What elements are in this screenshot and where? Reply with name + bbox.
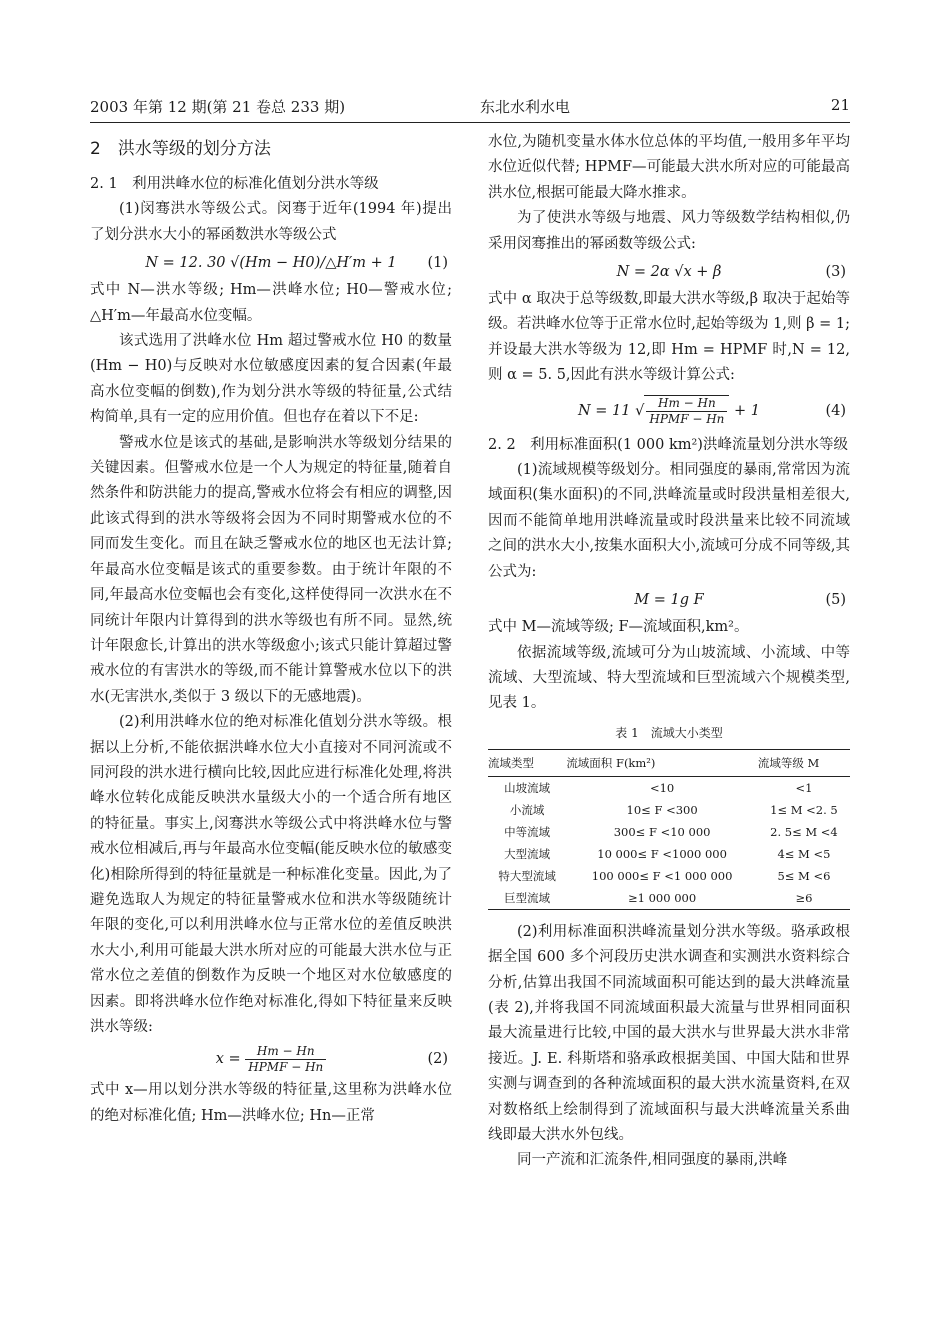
equation-2-fraction — [245, 1044, 326, 1075]
table-cell: 巨型流域 — [488, 887, 566, 910]
subsection-2-2-title: 2. 2 利用标准面积(1 000 km²)洪峰流量划分洪水等级 — [488, 436, 848, 453]
table-cell: 5≤ M <6 — [777, 868, 831, 883]
sqrt-symbol: √ — [635, 402, 645, 419]
paragraph: 式中 N—洪水等级; Hm—洪峰水位; H0—警戒水位; △H′m—年最高水位变幅。 — [90, 282, 452, 324]
paragraph: (2)利用洪峰水位的绝对标准化值划分洪水等级。根据以上分析,不能依据洪峰水位大小直接对不同河流或不同河段的洪水进行横向比较,因此应进行标准化处理,将洪峰水位转化成能反映洪水量级大小的一个适合所有地区的特征量。事实上,闵骞洪水等级公式中将洪峰水位与警戒水位相减后,再与年最高水位变幅(能反映水位的敏感变化)相除所得到的特征量就是一种标准化变量。因此,为了避免选取人为规定的特征量警戒水位和洪水等级随统计年限的变化,可以利用洪峰水位与正常水位的差值反映洪水大小,利用可能最大洪水所对应的可能最大洪水位与正常水位之差值的倒数作为反映一个地区对水位敏感度的因素。即将洪峰水位作绝对标准化,得如下特征量来反映洪水等级: — [90, 714, 452, 1035]
table-caption: 表 1 流域大小类型 — [615, 725, 723, 740]
paragraph: 同一产流和汇流条件,相同强度的暴雨,洪峰 — [517, 1152, 788, 1169]
equation-1 — [90, 250, 452, 276]
table-cell: 300≤ F <10 000 — [613, 824, 711, 839]
equation-5-number: (5) — [825, 592, 846, 609]
paragraph: (1)闵骞洪水等级公式。闵骞于近年(1994 年)提出了划分洪水大小的幂函数洪水等级公式 — [90, 201, 452, 243]
paragraph: 依据流域等级,流域可分为山坡流域、小流域、中等流域、大型流域、特大型流域和巨型流域六个规模类型,见表 1。 — [488, 644, 850, 712]
table-cell: <1 — [795, 780, 813, 795]
table-header-row — [488, 749, 850, 776]
paragraph: 式中 M—流域等级; F—流域面积,km²。 — [488, 619, 749, 636]
equation-1-body: N = 12. 30 √(Hm − H0)/△H′m + 1 — [145, 255, 397, 272]
journal-issue: 2003 年第 12 期(第 21 卷总 233 期) — [90, 98, 346, 116]
table-cell: 4≤ M <5 — [777, 846, 831, 861]
table-row — [488, 776, 850, 799]
equation-5-body: M = 1g F — [634, 592, 704, 609]
paragraph: 警戒水位是该式的基础,是影响洪水等级划分结果的关键因素。但警戒水位是一个人为规定的特征量,随着自然条件和防洪能力的提高,警戒水位将会有相应的调整,因此该式得到的洪水等级将会因为不同时期警戒水位的不同而发生变化。而且在缺乏警戒水位的地区也无法计算;年最高水位变幅是该式的重要参数。由于统计年限的不同,年最高水位变幅也会有变化,这样使得同一次洪水在不同统计年限内计算得到的洪水等级也有所不同。显然,统计年限愈长,计算出的洪水等级愈小;该式只能计算超过警戒水位的有害洪水的等级,而不能计算警戒水位以下的洪水(无害洪水,类似于 3 级以下的无感地震)。 — [90, 434, 452, 705]
right-column — [488, 130, 850, 1174]
equation-3 — [488, 259, 850, 285]
equation-3-body: N = 2α √x + β — [616, 264, 722, 281]
paragraph: 式中 α 取决于总等级数,即最大洪水等级,β 取决于起始等级。若洪峰水位等于正常水位时,起始等级为 1,则 β = 1;并设最大洪水等级为 12,即 Hm = HPMF 时,N = 12,则 α = 5. 5,因此有洪水等级计算公式: — [488, 291, 850, 384]
table-cell: 1≤ M <2. 5 — [770, 802, 838, 817]
table-cell: 100 000≤ F <1 000 000 — [591, 868, 733, 883]
equation-1-number: (1) — [427, 255, 448, 272]
page-number: 21 — [830, 96, 850, 114]
header-rule — [90, 122, 850, 123]
equation-4-denominator: HPMF − Hn — [649, 411, 725, 426]
table-header-cell: 流域面积 F(km²) — [566, 749, 758, 776]
table-row — [488, 865, 850, 887]
table-cell: <10 — [649, 780, 675, 795]
table-cell: 10≤ F <300 — [626, 802, 698, 817]
table-row — [488, 887, 850, 910]
equation-4-lhs: N = 11 — [578, 402, 631, 419]
table-cell: 中等流域 — [504, 824, 551, 839]
table-row — [488, 821, 850, 843]
subsection-2-1-title: 2. 1 利用洪峰水位的标准化值划分洪水等级 — [90, 176, 379, 192]
left-column — [90, 130, 452, 1129]
equation-3-number: (3) — [825, 264, 846, 281]
basin-size-table — [488, 749, 850, 910]
equation-4-fraction — [644, 395, 729, 427]
equation-4 — [488, 391, 850, 431]
equation-2-denominator: HPMF − Hn — [248, 1059, 324, 1074]
table-row — [488, 843, 850, 865]
table-header-cell: 流域等级 M — [758, 749, 850, 776]
table-cell: ≥1 000 000 — [566, 887, 758, 910]
equation-4-numerator: Hm − Hn — [646, 396, 727, 412]
table-cell: 山坡流域 — [504, 780, 551, 795]
paragraph: 式中 x—用以划分洪水等级的特征量,这里称为洪峰水位的绝对标准化值; Hm—洪峰水位; Hn—正常 — [90, 1082, 452, 1124]
page-header — [90, 96, 850, 122]
table-cell: 小流域 — [509, 802, 545, 817]
table-cell: 2. 5≤ M <4 — [770, 824, 838, 839]
section-title: 2 洪水等级的划分方法 — [90, 139, 271, 159]
table-header-cell: 流域类型 — [488, 749, 566, 776]
paragraph: 水位,为随机变量水体水位总体的平均值,一般用多年平均水位近似代替; HPMF—可能最大洪水所对应的可能最高洪水位,根据可能最大降水推求。 — [488, 134, 850, 201]
table-cell: 10 000≤ F <1000 000 — [597, 846, 727, 861]
paragraph: 为了使洪水等级与地震、风力等级数学结构相似,仍采用闵骞推出的幂函数等级公式: — [488, 210, 850, 252]
paragraph: (1)流域规模等级划分。相同强度的暴雨,常常因为流域面积(集水面积)的不同,洪峰流量或时段洪量相差很大,因而不能简单地用洪峰流量或时段洪量来比较不同流域之间的洪水大小,按集水面积大小,流域可分成不同等级,其公式为: — [488, 462, 850, 580]
paragraph: (2)利用标准面积洪峰流量划分洪水等级。骆承政根据全国 600 多个河段历史洪水调查和实测洪水资料综合分析,估算出我国不同流域面积可能达到的最大洪峰流量(表 2),并将我国不同流域面积最大流量与世界相同面积最大流量进行比较,中国的最大洪水与世界最大洪水非常接近。J. E. 科斯塔和骆承政根据美国、中国大陆和世界实测与调查到的各种流域面积的最大洪水流量资料,在双对数格纸上绘制得到了流域面积与最大洪峰流量关系曲线即最大洪水外包线。 — [488, 923, 850, 1143]
equation-2-lhs: x = — [215, 1051, 241, 1068]
table-cell: ≥6 — [758, 887, 850, 910]
table-row — [488, 799, 850, 821]
equation-5 — [488, 587, 850, 613]
table-cell: 大型流域 — [504, 846, 551, 861]
equation-2-number: (2) — [427, 1051, 448, 1068]
equation-4-rhs: + 1 — [734, 402, 760, 419]
paragraph: 该式选用了洪峰水位 Hm 超过警戒水位 H0 的数量(Hm − H0)与反映对水位敏感度因素的复合因素(年最高水位变幅的倒数),作为划分洪水等级的特征量,公式结构简单,具有一定的应用价值。但也存在着以下不足: — [90, 333, 452, 426]
equation-4-number: (4) — [825, 402, 846, 419]
journal-title: 东北水利水电 — [480, 98, 571, 116]
equation-2 — [90, 1042, 452, 1076]
table-cell: 特大型流域 — [498, 868, 556, 883]
equation-2-numerator: Hm − Hn — [245, 1044, 326, 1060]
